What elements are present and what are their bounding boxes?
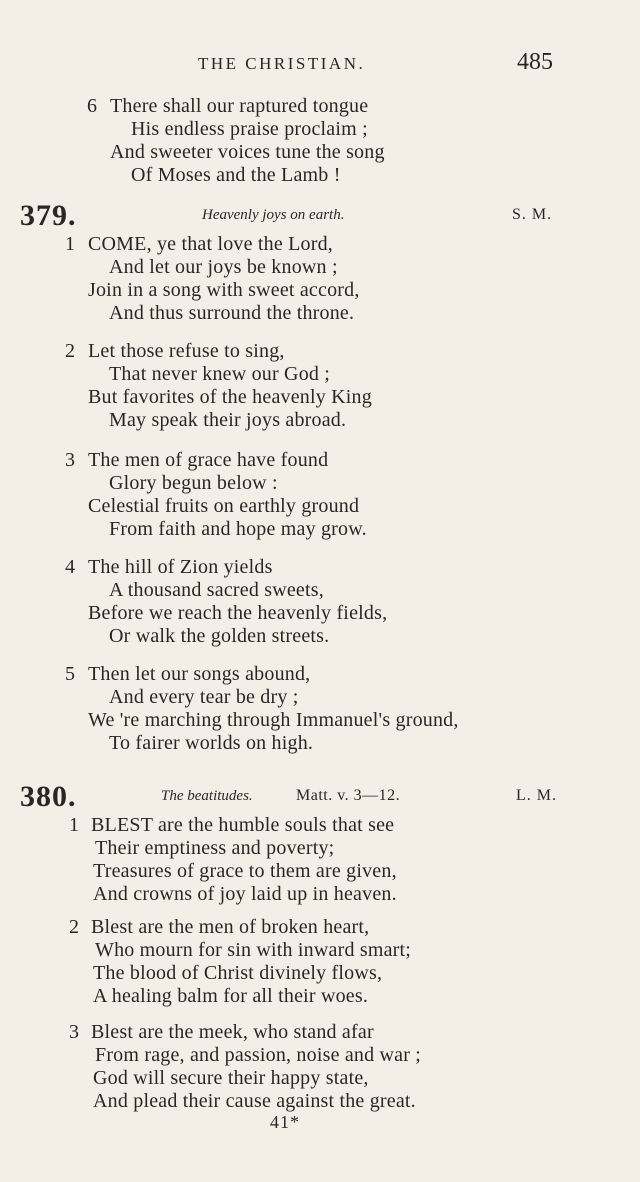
stanza-line: And sweeter voices tune the song — [110, 141, 385, 163]
stanza-line: Join in a song with sweet accord, — [88, 279, 360, 301]
stanza-number: 2 — [65, 340, 75, 362]
running-head — [0, 49, 640, 82]
stanza-line: And plead their cause against the great. — [93, 1090, 416, 1112]
stanza-number: 4 — [65, 556, 75, 578]
stanza-line: Then let our songs abound, — [88, 663, 311, 685]
stanza-number: 3 — [69, 1021, 79, 1043]
stanza-line: But favorites of the heavenly King — [88, 386, 372, 408]
stanza-line: There shall our raptured tongue — [110, 95, 369, 117]
stanza-line: May speak their joys abroad. — [109, 409, 347, 431]
stanza-number: 5 — [65, 663, 75, 685]
stanza-number: 6 — [87, 95, 97, 117]
stanza-line: Of Moses and the Lamb ! — [131, 164, 341, 186]
stanza-line: From faith and hope may grow. — [109, 518, 367, 540]
stanza-line: And thus surround the throne. — [109, 302, 355, 324]
hymn-number: 380. — [20, 780, 77, 813]
hymn-meter: S. M. — [512, 206, 553, 223]
stanza-line: Let those refuse to sing, — [88, 340, 285, 362]
stanza-line: From rage, and passion, noise and war ; — [95, 1044, 422, 1066]
stanza-line: The blood of Christ divinely flows, — [93, 962, 383, 984]
stanza-line: And crowns of joy laid up in heaven. — [93, 883, 397, 905]
stanza-line: That never knew our God ; — [109, 363, 331, 385]
hymn-caption: The beatitudes. — [161, 788, 253, 804]
stanza-line: The hill of Zion yields — [88, 556, 273, 578]
stanza-line: A thousand sacred sweets, — [109, 579, 324, 601]
stanza-number: 3 — [65, 449, 75, 471]
hymn-380-header — [0, 780, 640, 816]
signature-mark: 41* — [270, 1112, 300, 1132]
stanza-line: His endless praise proclaim ; — [131, 118, 368, 140]
page-number: 485 — [517, 49, 553, 75]
stanza-line: Or walk the golden streets. — [109, 625, 330, 647]
stanza-line: And let our joys be known ; — [109, 256, 338, 278]
stanza-line: A healing balm for all their woes. — [93, 985, 369, 1007]
stanza-line: God will secure their happy state, — [93, 1067, 369, 1089]
stanza-number: 2 — [69, 916, 79, 938]
stanza-line: Treasures of grace to them are given, — [93, 860, 397, 882]
stanza-line: Their emptiness and poverty; — [95, 837, 335, 859]
stanza-line: Blest are the meek, who stand afar — [91, 1021, 374, 1043]
stanza-line: Blest are the men of broken heart, — [91, 916, 370, 938]
scripture-reference: Matt. v. 3—12. — [296, 787, 401, 804]
stanza-line: The men of grace have found — [88, 449, 329, 471]
stanza-line: BLEST are the humble souls that see — [91, 814, 395, 836]
running-title: THE CHRISTIAN. — [198, 54, 366, 73]
hymn-379-header — [0, 199, 640, 235]
stanza-line: We 're marching through Immanuel's ground, — [88, 709, 459, 731]
stanza-number: 1 — [65, 233, 75, 255]
stanza-line: Celestial fruits on earthly ground — [88, 495, 360, 517]
stanza-number: 1 — [69, 814, 79, 836]
stanza-line: Who mourn for sin with inward smart; — [95, 939, 412, 961]
stanza-line: Glory begun below : — [109, 472, 278, 494]
hymn-caption: Heavenly joys on earth. — [202, 207, 345, 223]
hymn-number: 379. — [20, 199, 77, 232]
stanza-line: COME, ye that love the Lord, — [88, 233, 333, 255]
stanza-line: Before we reach the heavenly fields, — [88, 602, 388, 624]
hymn-meter: L. M. — [516, 787, 557, 804]
stanza-line: To fairer worlds on high. — [109, 732, 314, 754]
stanza-line: And every tear be dry ; — [109, 686, 299, 708]
